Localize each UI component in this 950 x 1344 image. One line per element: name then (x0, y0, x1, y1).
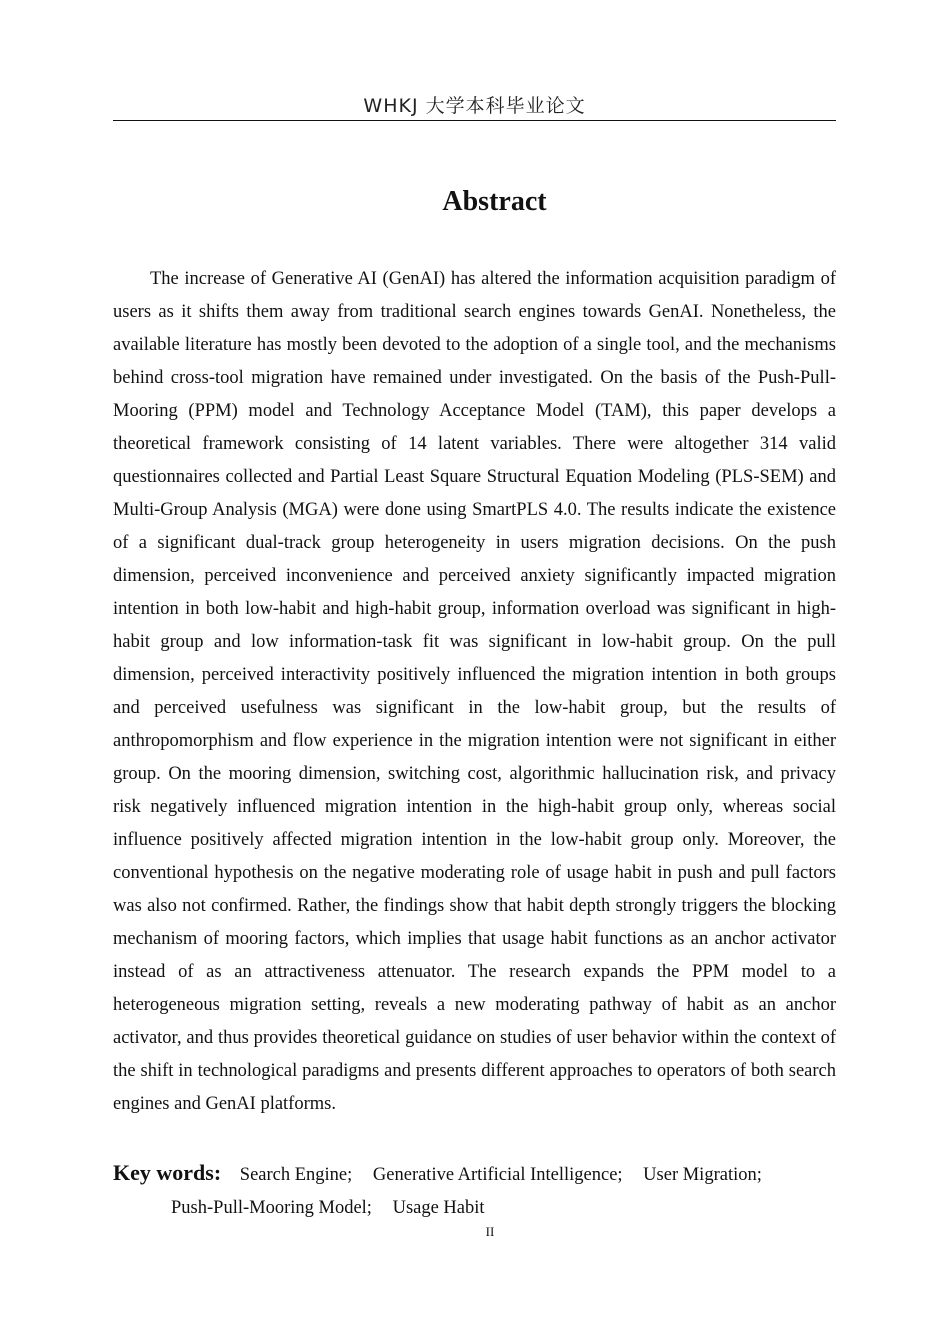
keyword-item: Push-Pull-Mooring Model; (171, 1198, 372, 1218)
keywords-section (113, 1156, 836, 1225)
keywords-label: Key words: (113, 1160, 222, 1185)
keyword-item: Search Engine; (239, 1165, 353, 1185)
page-number: II (485, 1224, 495, 1239)
keyword-item: User Migration; (643, 1165, 762, 1185)
keyword-item: Generative Artificial Intelligence; (372, 1165, 623, 1185)
keywords-line-2 (113, 1192, 836, 1225)
abstract-paragraph: The increase of Generative AI (GenAI) has altered the information acquisition paradigm of users as it shifts them away from traditional search engines towards GenAI. Nonetheless, the available literature has mostly been devoted to the adoption of a single tool, and the mechanisms behind cross-tool migration have remained under investigated. On the basis of the Push-Pull-Mooring (PPM) model and Technology Acceptance Model (TAM), this paper develops a theoretical framework consisting of 14 latent variables. There were altogether 314 valid questionnaires collected and Partial Least Square Structural Equation Modeling (PLS-SEM) and Multi-Group Analysis (MGA) were done using SmartPLS 4.0. The results indicate the existence of a significant dual-track group heterogeneity in users migration decisions. On the push dimension, perceived inconvenience and perceived anxiety significantly impacted migration intention in both low-habit and high-habit group, information overload was significant in high-habit group and low information-task fit was significant in low-habit group. On the pull dimension, perceived interactivity positively influenced the migration intention in both groups and perceived usefulness was significant in the low-habit group, but the results of anthropomorphism and flow experience in the migration intention were not significant in either group. On the mooring dimension, switching cost, algorithmic hallucination risk, and privacy risk negatively influenced migration intention in the high-habit group only, whereas social influence positively affected migration intention in the low-habit group only. Moreover, the conventional hypothesis on the negative moderating role of usage habit in push and pull factors was also not confirmed. Rather, the findings show that habit depth strongly triggers the blocking mechanism of mooring factors, which implies that usage habit functions as an anchor activator instead of as an attractiveness attenuator. The research expands the PPM model to a heterogeneous migration setting, reveals a new moderating pathway of habit as an anchor activator, and thus provides theoretical guidance on studies of user behavior within the context of the shift in technological paradigms and presents different approaches to operators of both search engines and GenAI platforms. (113, 269, 836, 1114)
page-title: Abstract (442, 186, 547, 217)
keywords-line-1 (113, 1156, 836, 1192)
header-title: WHKJ 大学本科毕业论文 (363, 95, 586, 117)
keyword-item: Usage Habit (392, 1198, 485, 1218)
page-header (113, 92, 836, 121)
